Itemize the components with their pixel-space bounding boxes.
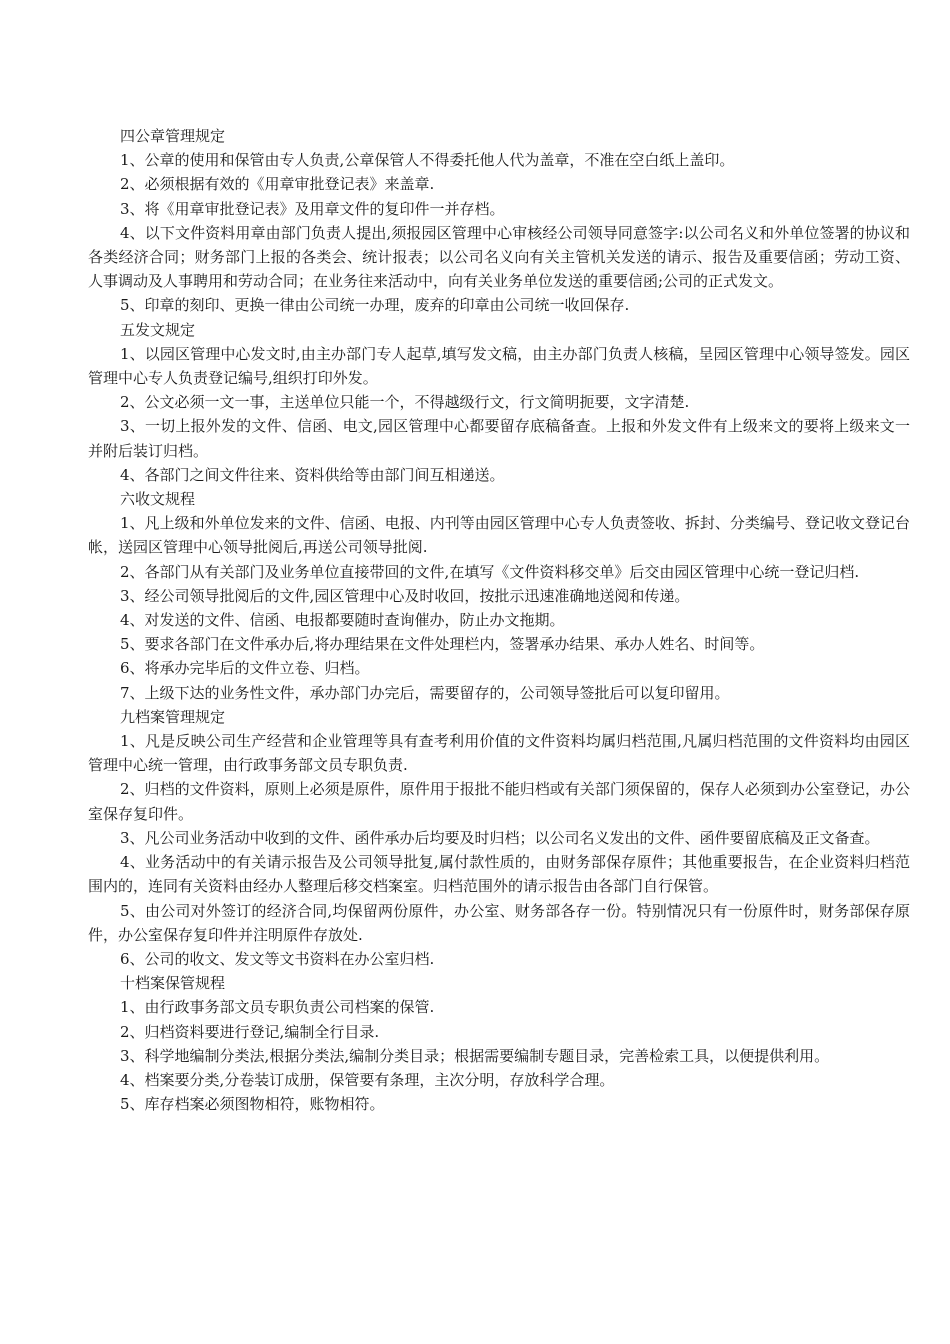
section-paragraph: 1、公章的使用和保管由专人负责,公章保管人不得委托他人代为盖章，不准在空白纸上盖印。 xyxy=(120,151,735,170)
section-paragraph: 5、由公司对外签订的经济合同,均保留两份原件，办公室、财务部各存一份。特别情况只有一份原件时，财务部保存原件，办公室保存复印件并注明原件存放处. xyxy=(88,901,910,944)
section-paragraph: 6、公司的收文、发文等文书资料在办公室归档. xyxy=(120,949,435,968)
section-paragraph: 3、一切上报外发的文件、信函、电文,园区管理中心都要留存底稿备查。上报和外发文件有上级来文的要将上级来文一并附后装订归档。 xyxy=(88,417,910,460)
section-paragraph: 1、由行政事务部文员专职负责公司档案的保管. xyxy=(120,998,435,1017)
section-heading: 五发文规定 xyxy=(120,320,196,339)
section-paragraph: 5、库存档案必须图物相符，账物相符。 xyxy=(120,1095,385,1114)
section-heading: 六收文规程 xyxy=(120,490,196,509)
section-heading: 四公章管理规定 xyxy=(120,127,226,145)
section-paragraph: 2、公文必须一文一事，主送单位只能一个，不得越级行文，行文简明扼要，文字清楚. xyxy=(120,393,690,412)
document-section xyxy=(88,124,910,318)
section-paragraph: 7、上级下达的业务性文件，承办部门办完后，需要留存的，公司领导签批后可以复印留用。 xyxy=(120,683,730,702)
section-paragraph: 3、凡公司业务活动中收到的文件、函件承办后均要及时归档；以公司名义发出的文件、函件要留底稿及正文备查。 xyxy=(120,828,880,847)
document-section xyxy=(88,487,910,705)
section-paragraph: 1、凡是反映公司生产经营和企业管理等具有查考利用价值的文件资料均属归档范围,凡属归档范围的文件资料均由园区管理中心统一管理，由行政事务部文员专职负责. xyxy=(88,732,910,775)
section-paragraph: 4、档案要分类,分卷装订成册，保管要有条理，主次分明，存放科学合理。 xyxy=(120,1070,615,1089)
section-paragraph: 4、业务活动中的有关请示报告及公司领导批复,属付款性质的，由财务部保存原件；其他重要报告，在企业资料归档范围内的，连同有关资料由经办人整理后移交档案室。归档范围外的请示报告由各部门自行保管。 xyxy=(88,853,910,896)
section-paragraph: 2、归档的文件资料，原则上必须是原件，原件用于报批不能归档或有关部门须保留的，保存人必须到办公室登记，办公室保存复印件。 xyxy=(88,780,910,823)
section-paragraph: 4、对发送的文件、信函、电报都要随时查询催办，防止办文拖期。 xyxy=(120,611,565,630)
section-paragraph: 4、各部门之间文件往来、资料供给等由部门间互相递送。 xyxy=(120,465,505,484)
section-paragraph: 2、各部门从有关部门及业务单位直接带回的文件,在填写《文件资料移交单》后交由园区管理中心统一登记归档. xyxy=(120,562,860,581)
section-paragraph: 3、经公司领导批阅后的文件,园区管理中心及时收回，按批示迅速准确地送阅和传递。 xyxy=(120,586,690,605)
section-paragraph: 2、归档资料要进行登记,编制全行目录. xyxy=(120,1022,380,1041)
section-paragraph: 1、以园区管理中心发文时,由主办部门专人起草,填写发文稿，由主办部门负责人核稿，呈园区管理中心领导签发。园区管理中心专人负责登记编号,组织打印外发。 xyxy=(88,344,910,388)
document-page xyxy=(88,124,910,1116)
section-heading: 十档案保管规程 xyxy=(120,974,226,993)
section-heading: 九档案管理规定 xyxy=(120,707,226,726)
section-paragraph: 5、印章的刻印、更换一律由公司统一办理，废弃的印章由公司统一收回保存. xyxy=(120,296,630,315)
section-paragraph: 5、要求各部门在文件承办后,将办理结果在文件处理栏内，签署承办结果、承办人姓名、时间等。 xyxy=(120,635,765,654)
document-section xyxy=(88,971,910,1116)
section-paragraph: 3、将《用章审批登记表》及用章文件的复印件一并存档。 xyxy=(120,199,505,218)
section-paragraph: 4、以下文件资料用章由部门负责人提出,须报园区管理中心审核经公司领导同意签字:以公司名义和外单位签署的协议和各类经济合同；财务部门上报的各类会、统计报表；以公司名义向有关主管机关发送的请示、报告及重要信函；劳动工资、人事调动及人事聘用和劳动合同；在业务往来活动中，向有关业务单位发送的重要信函;公司的正式发文。 xyxy=(88,223,910,291)
section-paragraph: 2、必须根据有效的《用章审批登记表》来盖章. xyxy=(120,175,435,194)
section-paragraph: 3、科学地编制分类法,根据分类法,编制分类目录；根据需要编制专题目录，完善检索工具，以便提供利用。 xyxy=(120,1046,830,1065)
section-paragraph: 1、凡上级和外单位发来的文件、信函、电报、内刊等由园区管理中心专人负责签收、拆封、分类编号、登记收文登记台帐，送园区管理中心领导批阅后,再送公司领导批阅. xyxy=(88,514,910,557)
document-section xyxy=(88,705,910,971)
document-section xyxy=(88,318,910,487)
section-paragraph: 6、将承办完毕后的文件立卷、归档。 xyxy=(120,659,370,678)
